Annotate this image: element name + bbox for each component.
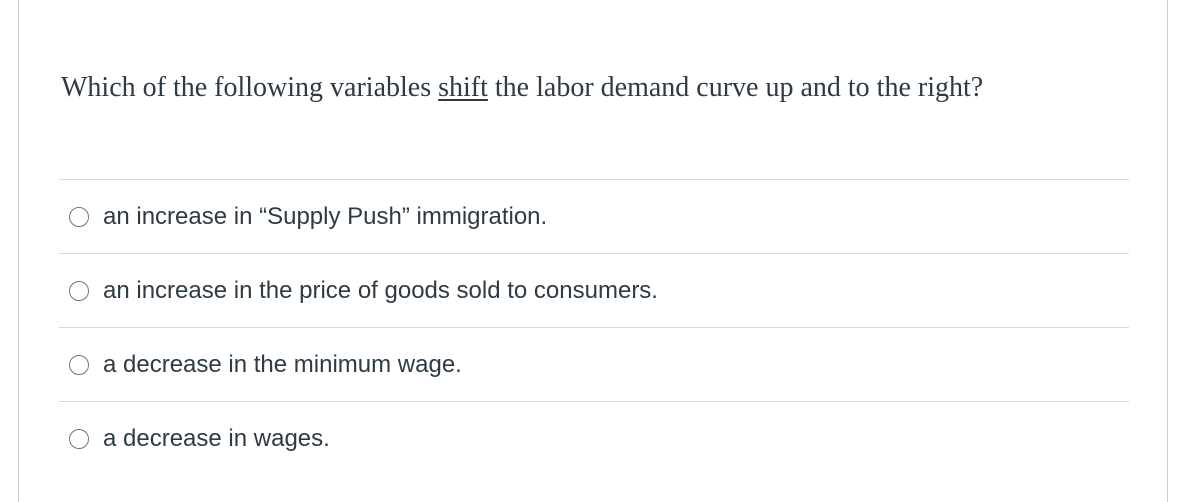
answer-option-3[interactable] — [59, 327, 1129, 401]
question-text-end: the labor demand curve up and to the right? — [487, 72, 984, 103]
answer-option-1[interactable] — [59, 179, 1129, 253]
answer-label: a decrease in the minimum wage. — [103, 350, 462, 378]
answer-option-4[interactable] — [59, 401, 1129, 475]
question-text — [61, 68, 983, 108]
radio-button-icon[interactable] — [69, 207, 89, 227]
quiz-question-panel — [18, 0, 1168, 502]
radio-button-icon[interactable] — [69, 429, 89, 449]
answer-label: a decrease in wages. — [103, 424, 330, 452]
answer-label: an increase in the price of goods sold to consumers. — [103, 276, 658, 304]
question-emphasis: shift — [438, 72, 488, 103]
answer-option-2[interactable] — [59, 253, 1129, 327]
radio-button-icon[interactable] — [69, 281, 89, 301]
question-text-start: Which of the following variables — [61, 72, 439, 103]
answer-list — [59, 179, 1129, 475]
answer-label: an increase in “Supply Push” immigration. — [103, 202, 548, 230]
radio-button-icon[interactable] — [69, 355, 89, 375]
